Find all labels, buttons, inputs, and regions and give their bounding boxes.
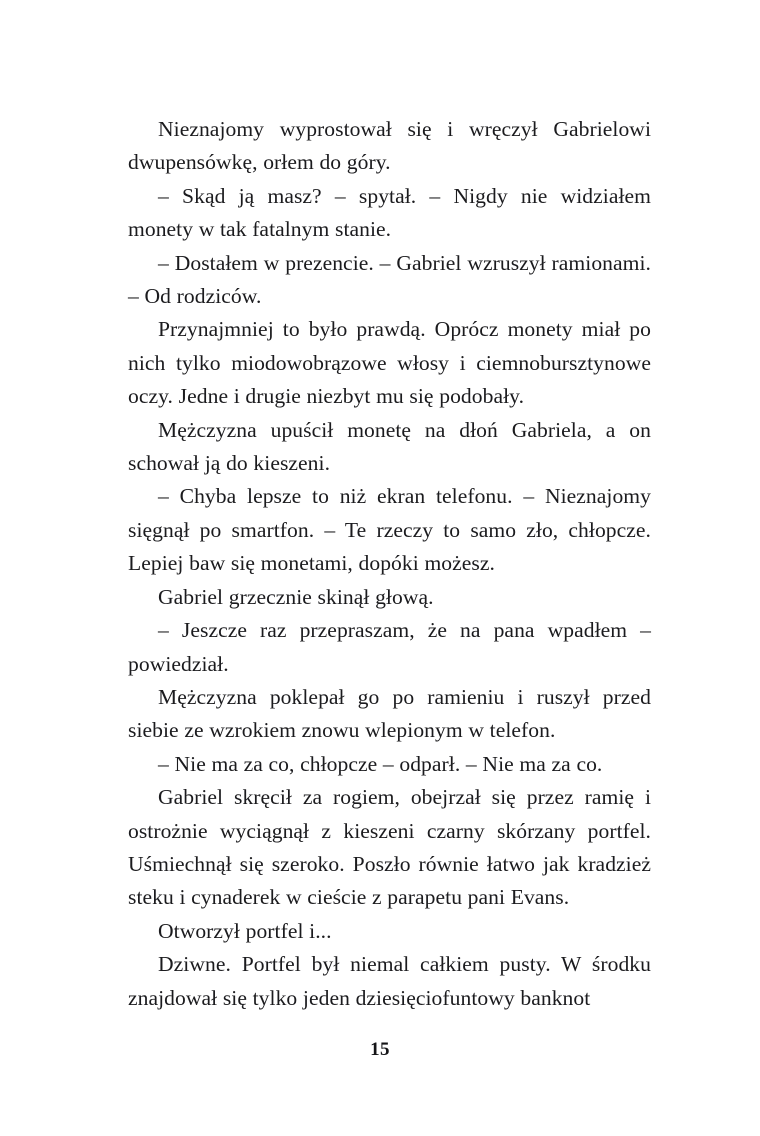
body-text-column xyxy=(128,113,651,1015)
page-number: 15 xyxy=(370,1039,390,1060)
paragraph: Mężczyzna poklepał go po ramieniu i ruszył przed siebie ze wzrokiem znowu wlepionym w telefon. xyxy=(128,684,651,743)
paragraph: Przynajmniej to było prawdą. Oprócz monety miał po nich tylko miodowobrązowe włosy i ciemnobursztynowe oczy. Jedne i drugie niezbyt mu się podobały. xyxy=(128,317,651,409)
paragraph: – Nie ma za co, chłopcze – odparł. – Nie ma za co. xyxy=(158,751,603,776)
paragraph: – Jeszcze raz przepraszam, że na pana wpadłem – powiedział. xyxy=(128,618,651,676)
paragraph: – Chyba lepsze to niż ekran telefonu. – Nieznajomy sięgnął po smartfon. – Te rzeczy to samo zło, chłopcze. Lepiej baw się monetami, dopóki możesz. xyxy=(128,484,651,576)
paragraph: Nieznajomy wyprostował się i wręczył Gabrielowi dwupensówkę, orłem do góry. xyxy=(128,117,651,175)
paragraph: Gabriel skręcił za rogiem, obejrzał się przez ramię i ostrożnie wyciągnął z kieszeni czarny skórzany portfel. Uśmiechnął się szeroko. Poszło równie łatwo jak kradzież steku i cynaderek w cieście z parapetu pani Evans. xyxy=(128,785,651,910)
paragraph: Dziwne. Portfel był niemal całkiem pusty. W środku znajdował się tylko jeden dziesięciofuntowy banknot xyxy=(128,952,651,1010)
paragraph: Gabriel grzecznie skinął głową. xyxy=(158,584,434,609)
paragraph: Otworzył portfel i... xyxy=(158,918,332,943)
paragraph: Mężczyzna upuścił monetę na dłoń Gabriela, a on schował ją do kieszeni. xyxy=(128,417,651,476)
paragraph: – Skąd ją masz? – spytał. – Nigdy nie widziałem monety w tak fatalnym stanie. xyxy=(128,183,651,242)
paragraph: – Dostałem w prezencie. – Gabriel wzruszył ramionami. – Od rodziców. xyxy=(128,250,651,309)
